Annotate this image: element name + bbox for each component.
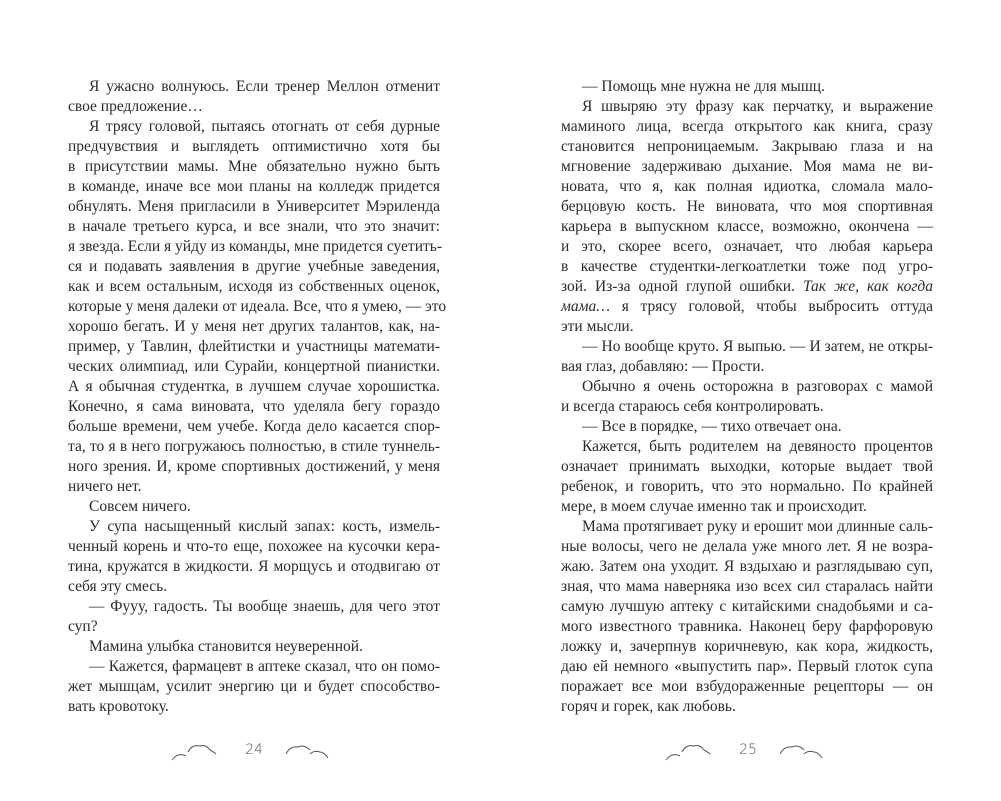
paragraph <box>68 497 440 517</box>
paragraph <box>68 517 440 597</box>
text-line: — Но вообще круто. Я выпью. — И затем, не откры- <box>582 338 933 355</box>
italic-text: мама… <box>561 298 611 315</box>
text-line: пример, у Тавлин, флейтистки и участницы математи- <box>68 338 440 355</box>
text-line: маминого лица, всегда открытого как книга, сразу <box>561 118 933 135</box>
paragraph <box>68 77 440 117</box>
text-line <box>561 297 933 317</box>
text-line: становится непроницаемым. Закрываю глаза и на <box>561 138 933 155</box>
text-line: вая глаз, добавляю: — Прости. <box>561 358 765 375</box>
paragraph <box>561 417 933 437</box>
text-line: горяч и горек, как любовь. <box>561 698 736 715</box>
paragraph <box>68 117 447 497</box>
text-line: ного зрения. И, кроме спортивных достижений, у меня <box>68 458 440 475</box>
text-line: предчувствия и выглядеть оптимистично хотя бы <box>68 138 440 155</box>
text-line <box>561 277 933 297</box>
text-line: карьера в выпускном классе, возможно, окончена — <box>561 218 933 235</box>
page-number: 24 <box>245 742 263 758</box>
text-line: тина, кружатся в жидкости. Я морщусь и отодвигаю от <box>68 558 440 575</box>
text-line: ничего нет. <box>68 478 142 495</box>
text-line: ребенок, и говорить, что это нормально. По крайней <box>561 478 933 495</box>
text-line: Кажется, быть родителем на девяносто процентов <box>582 438 933 455</box>
text-line: ческих олимпиад, или Сурайи, концертной пианистки. <box>68 358 440 375</box>
text-line: суп? <box>68 618 98 635</box>
text-line: я звезда. Если я уйду из команды, мне придется суетить- <box>68 238 442 255</box>
text-segment: я трясу головой, чтобы выбросить оттуда <box>610 298 933 315</box>
left-page-text <box>68 77 447 717</box>
text-line: Мамина улыбка становится неуверенной. <box>89 638 363 655</box>
text-line: Обычно я очень осторожна в разговорах с мамой <box>582 378 933 395</box>
cloud-ornament-icon <box>776 740 836 762</box>
paragraph <box>561 97 933 337</box>
text-line: мере, в моем случае именно так и происходит. <box>561 498 867 515</box>
cloud-ornament-icon <box>170 740 230 762</box>
text-line: Совсем ничего. <box>89 498 191 515</box>
paragraph <box>68 597 440 637</box>
text-line: та, то я в него погружаюсь полностью, в стиле туннель- <box>68 438 440 455</box>
text-line: мгновение задерживаю дыхание. Моя мама не ви- <box>561 158 933 175</box>
paragraph <box>561 377 933 417</box>
text-line: больше времени, чем учебе. Когда дело касается спор- <box>68 418 440 435</box>
text-line: жаю. Затем она уходит. Я вздыхаю и разглядываю суп, <box>561 558 933 575</box>
text-line: в команде, иначе все мои планы на колледж придется <box>68 178 440 195</box>
text-segment: зой. Из-за одной глупой ошибки. <box>561 278 803 295</box>
paragraph <box>68 657 440 717</box>
text-line: эти мысли. <box>561 318 634 335</box>
text-line: — Помощь мне нужна не для мышц. <box>582 78 825 95</box>
text-line: жет мышцам, усилит энергию ци и будет способство- <box>68 678 440 695</box>
text-line: мого известного травника. Наконец беру фарфоровую <box>561 618 933 635</box>
text-line: хорошо бегать. И у меня нет других талантов, как, на- <box>68 318 440 335</box>
text-line: поражает все мои взбудораженные рецепторы — он <box>561 678 933 695</box>
text-line: как и всем остальным, исходя из собственных оценок, <box>68 278 440 295</box>
paragraph <box>561 437 933 517</box>
text-line: Я швыряю эту фразу как перчатку, и выражение <box>582 98 933 115</box>
text-line: новата, что я, как полная идиотка, сломала мало- <box>561 178 933 195</box>
left-page-footer <box>154 740 354 764</box>
text-line: даю ей немного «выпустить пар». Первый глоток супа <box>561 658 933 675</box>
text-line: означает принимать выходки, которые выдает твой <box>561 458 933 475</box>
text-line: ся и подавать заявления в другие учебные заведения, <box>68 258 440 275</box>
text-line: Я трясу головой, пытаясь отогнать от себя дурные <box>89 118 440 135</box>
text-line: ченный корень и что-то еще, похожее на кусочки кера- <box>68 538 440 555</box>
text-line: зная, что мама наверняка изо всех сил старалась найти <box>561 578 933 595</box>
text-line: которые у меня далеки от идеала. Все, что я умею, — это <box>68 298 447 315</box>
text-line: самую лучшую аптеку с китайскими снадобьями и са- <box>561 598 933 615</box>
text-line: и это, скорее всего, означает, что любая карьера <box>561 238 933 255</box>
text-line: обнулять. Меня пригласили в Университет Мэриленда <box>68 198 440 215</box>
paragraph <box>561 517 933 717</box>
text-line: в качестве студентки-легкоатлетки тоже под угро- <box>561 258 933 275</box>
text-line: себя эту смесь. <box>68 578 168 595</box>
text-line: Я ужасно волнуюсь. Если тренер Меллон отменит <box>89 78 440 95</box>
text-line: А я обычная студентка, в лучшем случае хорошистка. <box>68 378 440 395</box>
text-line: ложку и, зачерпнув коричневую, как кора, жидкость, <box>561 638 933 655</box>
text-line: Конечно, я сама виновата, что уделяла бегу гораздо <box>68 398 440 415</box>
text-line: — Фууу, гадость. Ты вообще знаешь, для чего этот <box>89 598 440 615</box>
right-page-footer <box>648 740 848 764</box>
page-number: 25 <box>739 742 757 758</box>
cloud-ornament-icon <box>282 740 342 762</box>
text-line: — Все в порядке, — тихо отвечает она. <box>582 418 842 435</box>
text-line: Мама протягивает руку и ерошит мои длинные саль- <box>582 518 933 535</box>
text-line: ные волосы, чего не делала уже много лет. Я не возра- <box>561 538 933 555</box>
text-line: в присутствии мамы. Мне обязательно нужно быть <box>68 158 440 175</box>
right-page-text <box>561 77 933 717</box>
text-line: берцовую кость. Не виновата, что моя спортивная <box>561 198 933 215</box>
paragraph <box>68 637 440 657</box>
paragraph <box>561 77 933 97</box>
text-line: в начале третьего курса, и все знали, что это значит: <box>68 218 440 235</box>
text-line: вать кровотоку. <box>68 698 169 715</box>
paragraph <box>561 337 933 377</box>
italic-text: Так же, как когда <box>803 278 933 295</box>
text-line: — Кажется, фармацевт в аптеке сказал, что он помо- <box>89 658 440 675</box>
text-line: У супа насыщенный кислый запах: кость, измель- <box>89 518 440 535</box>
cloud-ornament-icon <box>664 740 724 762</box>
text-line: свое предложение… <box>68 98 203 115</box>
text-line: и всегда стараюсь себя контролировать. <box>561 398 824 415</box>
